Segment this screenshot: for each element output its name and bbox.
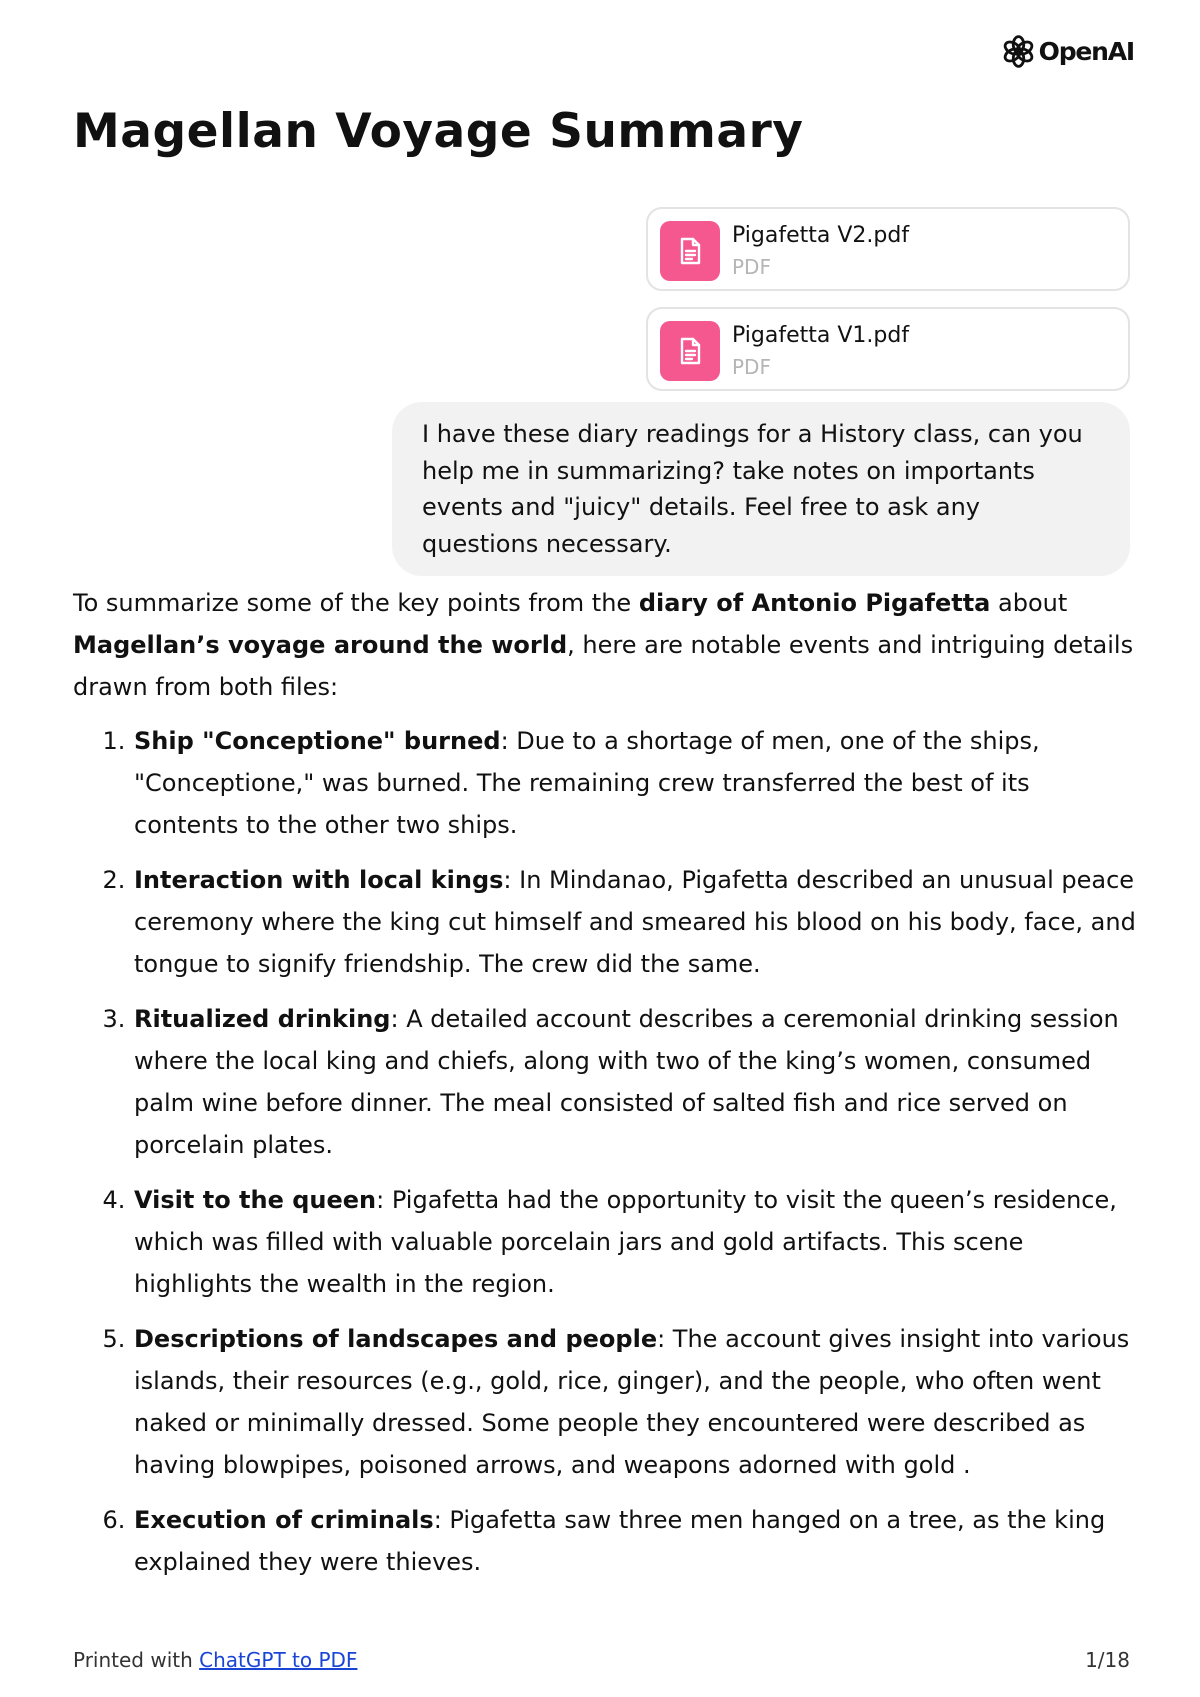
brand-name: OpenAI — [1038, 37, 1134, 66]
user-message-bubble — [392, 402, 1130, 576]
intro-text: about — [990, 589, 1068, 617]
list-item — [133, 720, 1138, 846]
item-text: : Due to a shortage of men, one of the ships, "Conceptione," was burned. The remaining crew transferred the best of its contents to the other two ships. — [134, 727, 1040, 839]
attachment-type: PDF — [732, 355, 771, 379]
item-title: Visit to the queen — [134, 1186, 377, 1214]
item-title: Ship "Conceptione" burned — [134, 727, 501, 755]
list-item — [133, 859, 1138, 985]
item-title: Descriptions of landscapes and people — [134, 1325, 658, 1353]
intro-bold: diary of Antonio Pigafetta — [638, 589, 991, 617]
footer — [73, 1648, 357, 1672]
attachment-type: PDF — [732, 255, 771, 279]
item-title: Execution of criminals — [134, 1506, 434, 1534]
page-title: Magellan Voyage Summary — [73, 104, 804, 159]
list-item — [133, 1318, 1138, 1486]
attachment-name: Pigafetta V2.pdf — [732, 223, 910, 248]
item-text: : The account gives insight into various islands, their resources (e.g., gold, rice, ginger), and the people, who often went naked or minimally dressed. Some people they encountered were described as having blowpipes, poisoned arrows, and weapons adorned with gold . — [134, 1325, 1130, 1479]
intro-text: To summarize some of the key points from the — [73, 589, 639, 617]
user-message-text: I have these diary readings for a History class, can you help me in summarizing? take notes on importants events and "juicy" details. Feel free to ask any questions necessary. — [422, 420, 1083, 558]
item-text: : A detailed account describes a ceremonial drinking session where the local king and chiefs, along with two of the king’s women, consumed palm wine before dinner. The meal consisted of salted fish and rice served on porcelain plates. — [134, 1005, 1119, 1159]
page-number: 1/18 — [1085, 1648, 1130, 1672]
document-icon — [660, 321, 720, 381]
intro-bold: Magellan’s voyage around the world — [73, 631, 568, 659]
footer-text: Printed with — [73, 1648, 200, 1672]
response-intro — [73, 582, 1138, 708]
attachment-card[interactable] — [646, 207, 1130, 291]
attachment-card[interactable] — [646, 307, 1130, 391]
openai-logo-icon — [1001, 34, 1036, 69]
intro-text: , here are notable events and intriguing details drawn from both files: — [73, 631, 1134, 701]
item-title: Interaction with local kings — [134, 866, 504, 894]
list-item — [133, 998, 1138, 1166]
item-text: : In Mindanao, Pigafetta described an unusual peace ceremony where the king cut himself and smeared his blood on his body, face, and tongue to signify friendship. The crew did the same. — [134, 866, 1136, 978]
document-icon — [660, 221, 720, 281]
attachment-name: Pigafetta V1.pdf — [732, 323, 910, 348]
item-text: : Pigafetta saw three men hanged on a tree, as the king explained they were thieves. — [134, 1506, 1106, 1576]
openai-logo — [1001, 34, 1134, 69]
list-item — [133, 1179, 1138, 1305]
item-title: Ritualized drinking — [134, 1005, 391, 1033]
notes-list — [73, 720, 1138, 1583]
chatgpt-to-pdf-link[interactable]: ChatGPT to PDF — [199, 1648, 358, 1672]
item-text: : Pigafetta had the opportunity to visit the queen’s residence, which was filled with valuable porcelain jars and gold artifacts. This scene highlights the wealth in the region. — [134, 1186, 1117, 1298]
list-item — [133, 1499, 1138, 1583]
assistant-response — [73, 582, 1138, 1596]
